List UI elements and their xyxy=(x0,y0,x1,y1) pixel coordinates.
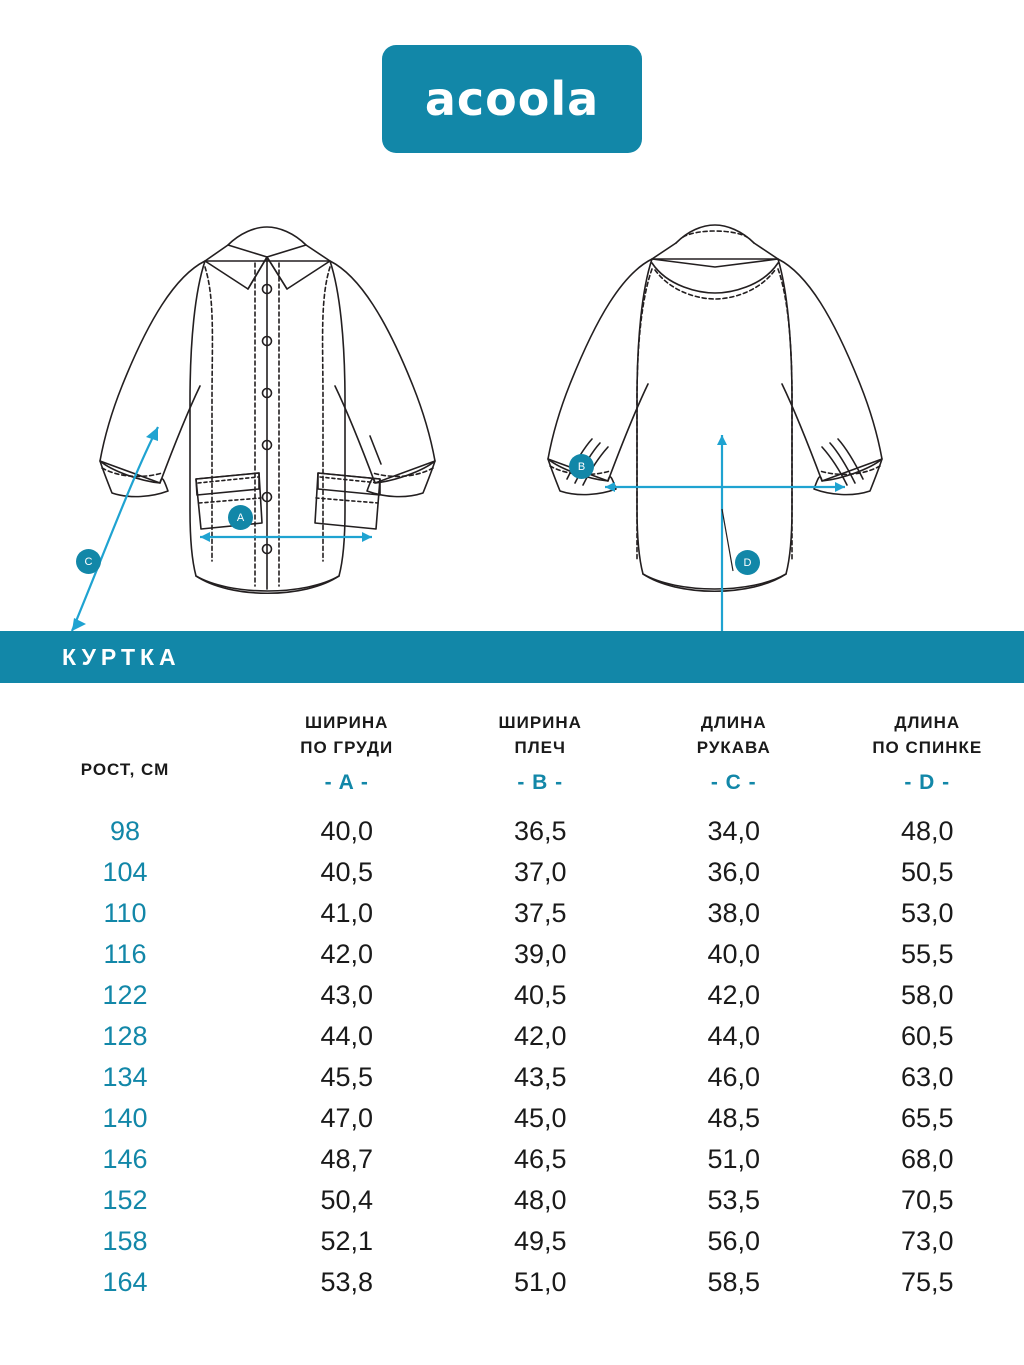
measurement-lines xyxy=(72,427,845,631)
table-row xyxy=(0,1180,1024,1221)
cell-shoulder-width: 37,0 xyxy=(513,857,567,887)
cell-sleeve-length: 40,0 xyxy=(707,939,761,969)
table-row xyxy=(0,852,1024,893)
cell-back-length: 60,5 xyxy=(900,1021,954,1051)
column-header-d-line2: ПО СПИНКЕ xyxy=(872,738,983,757)
table-row xyxy=(0,811,1024,852)
cell-sleeve-length: 46,0 xyxy=(707,1062,761,1092)
cell-back-length: 53,0 xyxy=(900,898,954,928)
column-header-d-line1: ДЛИНА xyxy=(894,713,961,732)
measurement-badge-c: C xyxy=(76,549,101,574)
cell-back-length: 50,5 xyxy=(900,857,954,887)
cell-sleeve-length: 36,0 xyxy=(707,857,761,887)
cell-back-length: 55,5 xyxy=(900,939,954,969)
column-header-a-line1: ШИРИНА xyxy=(305,713,389,732)
measurement-badge-a: A xyxy=(228,505,253,530)
measurement-badge-b: B xyxy=(569,454,594,479)
cell-back-length: 48,0 xyxy=(900,816,954,846)
cell-chest-width: 48,7 xyxy=(320,1144,374,1174)
cell-back-length: 75,5 xyxy=(900,1267,954,1297)
cell-height: 104 xyxy=(102,857,148,887)
cell-back-length: 65,5 xyxy=(900,1103,954,1133)
cell-height: 158 xyxy=(102,1226,148,1256)
column-header-d xyxy=(831,683,1024,759)
cell-height: 128 xyxy=(102,1021,148,1051)
column-header-b-line1: ШИРИНА xyxy=(498,713,582,732)
cell-chest-width: 52,1 xyxy=(320,1226,374,1256)
cell-shoulder-width: 48,0 xyxy=(513,1185,567,1215)
cell-height: 116 xyxy=(103,939,147,969)
logo-container xyxy=(0,0,1024,153)
cell-back-length: 68,0 xyxy=(900,1144,954,1174)
column-code-d: - D - xyxy=(904,771,951,794)
cell-height: 134 xyxy=(102,1062,148,1092)
table-row xyxy=(0,1262,1024,1303)
cell-shoulder-width: 40,5 xyxy=(513,980,567,1010)
cell-sleeve-length: 34,0 xyxy=(707,816,761,846)
cell-shoulder-width: 51,0 xyxy=(513,1267,567,1297)
column-header-a xyxy=(250,683,444,759)
cell-chest-width: 40,0 xyxy=(320,816,374,846)
cell-chest-width: 43,0 xyxy=(320,980,374,1010)
cell-back-length: 70,5 xyxy=(900,1185,954,1215)
cell-chest-width: 47,0 xyxy=(320,1103,374,1133)
table-body xyxy=(0,811,1024,1303)
cell-sleeve-length: 51,0 xyxy=(707,1144,761,1174)
column-header-c-line1: ДЛИНА xyxy=(700,713,767,732)
cell-back-length: 58,0 xyxy=(900,980,954,1010)
cell-height: 140 xyxy=(102,1103,148,1133)
cell-height: 110 xyxy=(103,898,147,928)
cell-shoulder-width: 45,0 xyxy=(513,1103,567,1133)
cell-sleeve-length: 58,5 xyxy=(707,1267,761,1297)
size-chart-table xyxy=(0,683,1024,1303)
cell-back-length: 73,0 xyxy=(900,1226,954,1256)
cell-shoulder-width: 39,0 xyxy=(513,939,567,969)
cell-chest-width: 45,5 xyxy=(320,1062,374,1092)
cell-height: 164 xyxy=(102,1267,148,1297)
cell-sleeve-length: 56,0 xyxy=(707,1226,761,1256)
brand-logo-text: acoola xyxy=(424,72,600,126)
table-row xyxy=(0,1057,1024,1098)
cell-height: 98 xyxy=(109,816,141,846)
page-title: КУРТКА xyxy=(62,643,181,670)
cell-shoulder-width: 42,0 xyxy=(513,1021,567,1051)
cell-chest-width: 42,0 xyxy=(320,939,374,969)
table-row xyxy=(0,934,1024,975)
column-header-a-line2: ПО ГРУДИ xyxy=(300,738,394,757)
cell-chest-width: 50,4 xyxy=(320,1185,374,1215)
column-code-b: - B - xyxy=(517,771,564,794)
cell-sleeve-length: 53,5 xyxy=(707,1185,761,1215)
table-row xyxy=(0,1221,1024,1262)
measurement-badge-d: D xyxy=(735,550,760,575)
cell-sleeve-length: 48,5 xyxy=(707,1103,761,1133)
table-row xyxy=(0,975,1024,1016)
cell-sleeve-length: 44,0 xyxy=(707,1021,761,1051)
cell-shoulder-width: 36,5 xyxy=(513,816,567,846)
table-row xyxy=(0,1098,1024,1139)
column-header-height: РОСТ, СМ xyxy=(80,759,170,779)
garment-technical-drawing xyxy=(0,171,1024,631)
column-header-b-line2: ПЛЕЧ xyxy=(514,738,566,757)
cell-chest-width: 40,5 xyxy=(320,857,374,887)
section-title-bar xyxy=(0,631,1024,683)
column-code-c: - C - xyxy=(710,771,757,794)
cell-shoulder-width: 43,5 xyxy=(513,1062,567,1092)
column-header-c-line2: РУКАВА xyxy=(696,738,771,757)
cell-shoulder-width: 46,5 xyxy=(513,1144,567,1174)
table-header-row xyxy=(0,683,1024,759)
cell-back-length: 63,0 xyxy=(900,1062,954,1092)
cell-chest-width: 53,8 xyxy=(320,1267,374,1297)
brand-logo xyxy=(382,45,642,153)
cell-sleeve-length: 42,0 xyxy=(707,980,761,1010)
cell-shoulder-width: 37,5 xyxy=(513,898,567,928)
table-row xyxy=(0,1016,1024,1057)
column-code-a: - A - xyxy=(324,771,369,794)
cell-shoulder-width: 49,5 xyxy=(513,1226,567,1256)
column-header-c xyxy=(637,683,831,759)
cell-sleeve-length: 38,0 xyxy=(707,898,761,928)
table-row xyxy=(0,893,1024,934)
cell-height: 152 xyxy=(102,1185,148,1215)
cell-height: 146 xyxy=(102,1144,148,1174)
column-header-b xyxy=(444,683,638,759)
cell-chest-width: 41,0 xyxy=(320,898,374,928)
cell-chest-width: 44,0 xyxy=(320,1021,374,1051)
table-row xyxy=(0,1139,1024,1180)
garment-illustration xyxy=(0,171,1024,631)
cell-height: 122 xyxy=(102,980,148,1010)
